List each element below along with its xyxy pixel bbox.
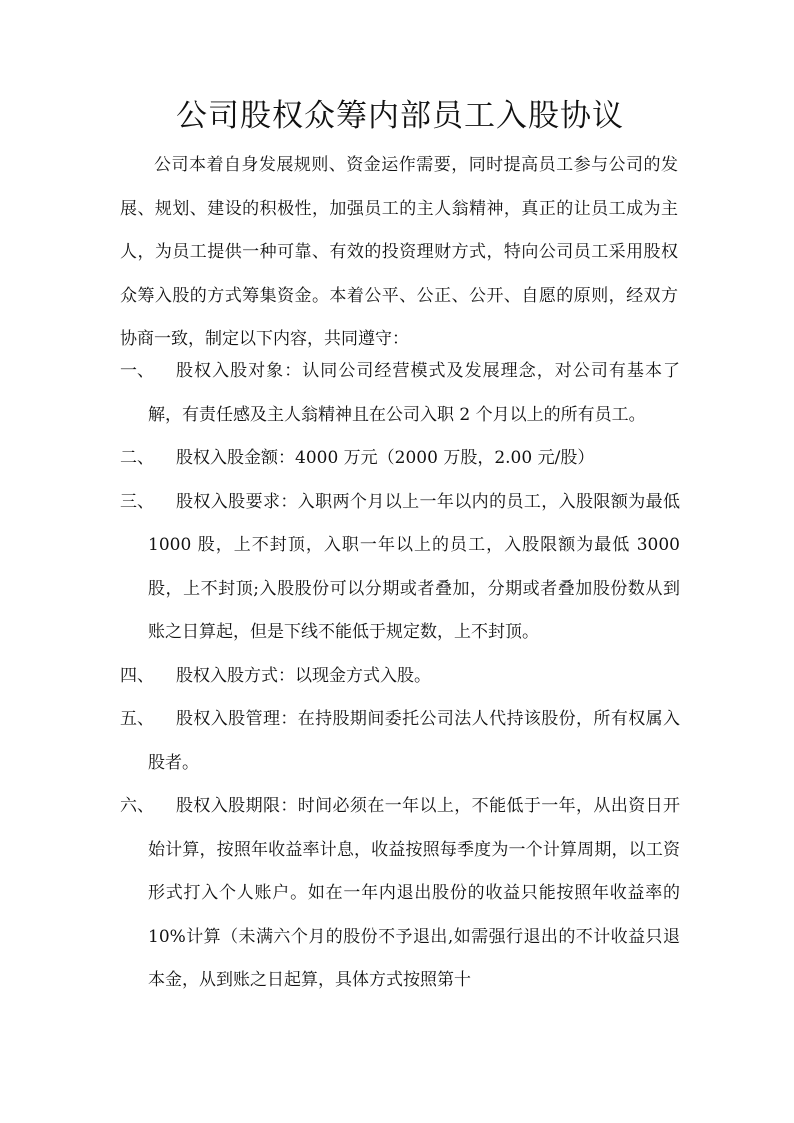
clause-item bbox=[120, 350, 680, 437]
clause-text: 股权入股金额：4000 万元（2000 万股，2.00 元/股） bbox=[176, 448, 595, 468]
clause-number: 三、 bbox=[120, 491, 154, 512]
document-title: 公司股权众筹内部员工入股协议 bbox=[176, 98, 624, 134]
clause-text: 股权入股要求：入职两个月以上一年以内的员工，入股限额为最低 1000 股，上不封顶，入职一年以上的员工，入股限额为最低 3000 股，上不封顶;入股股份可以分期或者叠加，分期或者叠加股份数从到账之日算起，但是下线不能低于规定数，上不封顶。 bbox=[148, 491, 680, 642]
clause-item bbox=[120, 481, 680, 655]
clause-number: 五、 bbox=[120, 709, 154, 729]
clause-item bbox=[120, 785, 680, 1003]
clause-item bbox=[120, 437, 680, 481]
clause-text: 股权入股对象：认同公司经营模式及发展理念，对公司有基本了解，有责任感及主人翁精神且在公司入职 2 个月以上的所有员工。 bbox=[148, 361, 680, 425]
clause-text: 股权入股方式：以现金方式入股。 bbox=[176, 665, 431, 686]
intro-paragraph: 公司本着自身发展规则、资金运作需要，同时提高员工参与公司的发展、规划、建设的积极性，加强员工的主人翁精神，真正的让员工成为主人，为员工提供一种可靠、有效的投资理财方式，特向公司员工采用股权众筹入股的方式筹集资金。本着公平、公正、公开、自愿的原则，经双方协商一致，制定以下内容，共同遵守： bbox=[120, 155, 678, 349]
clause-item bbox=[120, 655, 680, 699]
clause-number: 一、 bbox=[120, 361, 154, 381]
clause-text: 股权入股期限：时间必须在一年以上，不能低于一年，从出资日开始计算，按照年收益率计息，收益按照每季度为一个计算周期，以工资形式打入个人账户。如在一年内退出股份的收益只能按照年收益率的 10%计算（未满六个月的股份不予退出,如需强行退出的不计收益只退本金，从到账之日起算，具体方式按照第十 bbox=[148, 796, 680, 990]
clause-number: 四、 bbox=[120, 665, 154, 686]
clause-number: 六、 bbox=[120, 796, 154, 816]
clause-item bbox=[120, 698, 680, 785]
clause-text: 股权入股管理：在持股期间委托公司法人代持该股份，所有权属入股者。 bbox=[148, 709, 680, 773]
clause-number: 二、 bbox=[120, 448, 154, 468]
clause-list bbox=[120, 350, 680, 1003]
